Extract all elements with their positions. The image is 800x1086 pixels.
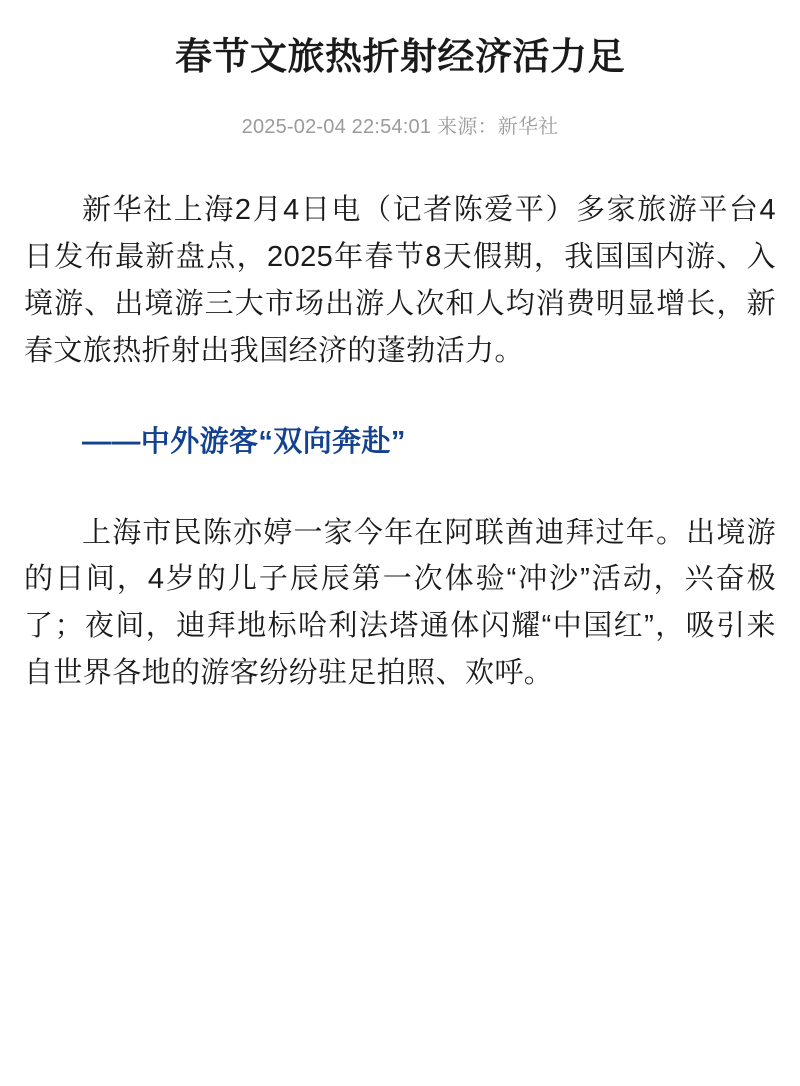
article-paragraph: 新华社上海2月4日电（记者陈爱平）多家旅游平台4日发布最新盘点，2025年春节8天假期，我国国内游、入境游、出境游三大市场出游人次和人均消费明显增长，新春文旅热折射出我国经济的蓬勃活力。 (24, 194, 776, 368)
page-title: 春节文旅热折射经济活力足 (175, 36, 625, 77)
article-meta (24, 110, 776, 139)
source-name: 新华社 (497, 116, 559, 139)
article-subheading: ——中外游客“双向奔赴” (82, 426, 406, 459)
article-paragraph: 上海市民陈亦婷一家今年在阿联酋迪拜过年。出境游的日间，4岁的儿子辰辰第一次体验“冲沙”活动，兴奋极了；夜间，迪拜地标哈利法塔通体闪耀“中国红”，吸引来自世界各地的游客纷纷驻足拍照、欢呼。 (24, 516, 776, 690)
publish-timestamp: 2025-02-04 22:54:01 (241, 116, 432, 139)
source-label: 来源： (437, 116, 498, 139)
